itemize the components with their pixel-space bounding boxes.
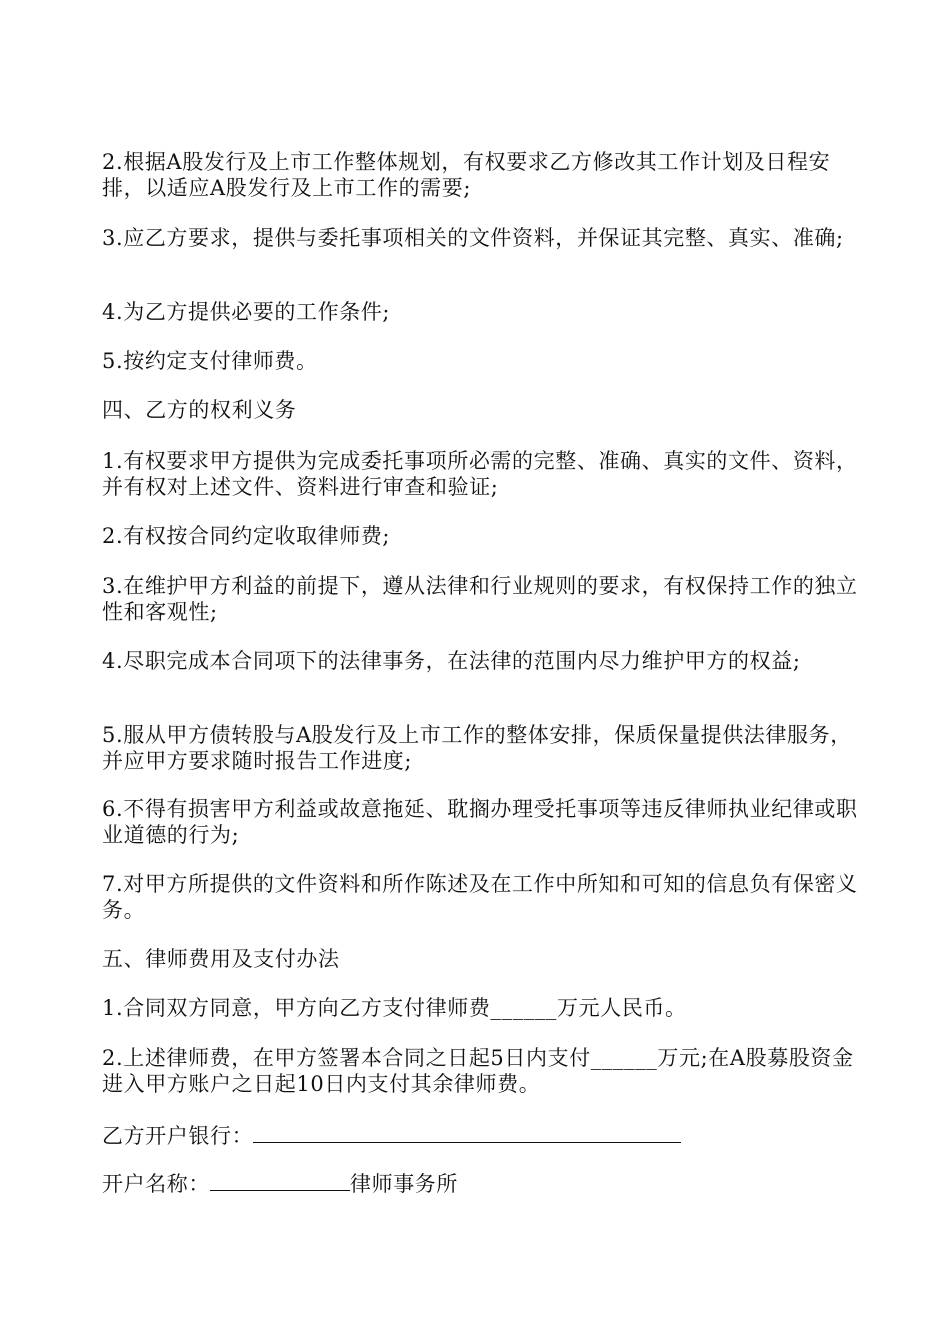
paragraph-5: 1.有权要求甲方提供为完成委托事项所必需的完整、准确、真实的文件、资料，并有权对上述文件、资料进行审查和验证; [102,449,858,499]
bank-blank-line [253,1122,681,1143]
account-name-label: 开户名称： [102,1172,210,1196]
paragraph-7: 3.在维护甲方利益的前提下，遵从法律和行业规则的要求，有权保持工作的独立性和客观性; [102,574,858,624]
paragraph-6: 2.有权按合同约定收取律师费; [102,524,391,548]
section-heading-4: 四、乙方的权利义务 [102,398,297,422]
paragraph-12: 1.合同双方同意，甲方向乙方支付律师费______万元人民币。 [102,996,687,1020]
section-heading-5: 五、律师费用及支付办法 [102,947,340,971]
bank-field [102,1122,681,1149]
paragraph-4: 5.按约定支付律师费。 [102,349,318,373]
account-name-field [102,1170,458,1197]
bank-label: 乙方开户银行： [102,1124,254,1148]
paragraph-2: 3.应乙方要求，提供与委托事项相关的文件资料，并保证其完整、真实、准确; [102,226,844,250]
paragraph-10: 6.不得有损害甲方利益或故意拖延、耽搁办理受托事项等违反律师执业纪律或职业道德的行为; [102,797,858,847]
paragraph-1: 2.根据A股发行及上市工作整体规划，有权要求乙方修改其工作计划及日程安排，以适应A股发行及上市工作的需要; [102,150,831,200]
account-name-blank-line [210,1170,350,1191]
paragraph-8: 4.尽职完成本合同项下的法律事务，在法律的范围内尽力维护甲方的权益; [102,649,801,673]
account-name-suffix: 律师事务所 [350,1172,458,1196]
paragraph-3: 4.为乙方提供必要的工作条件; [102,300,391,324]
paragraph-11: 7.对甲方所提供的文件资料和所作陈述及在工作中所知和可知的信息负有保密义务。 [102,872,858,922]
paragraph-13: 2.上述律师费，在甲方签署本合同之日起5日内支付______万元;在A股募股资金进入甲方账户之日起10日内支付其余律师费。 [102,1046,854,1096]
paragraph-9: 5.服从甲方债转股与A股发行及上市工作的整体安排，保质保量提供法律服务，并应甲方要求随时报告工作进度; [102,723,852,773]
